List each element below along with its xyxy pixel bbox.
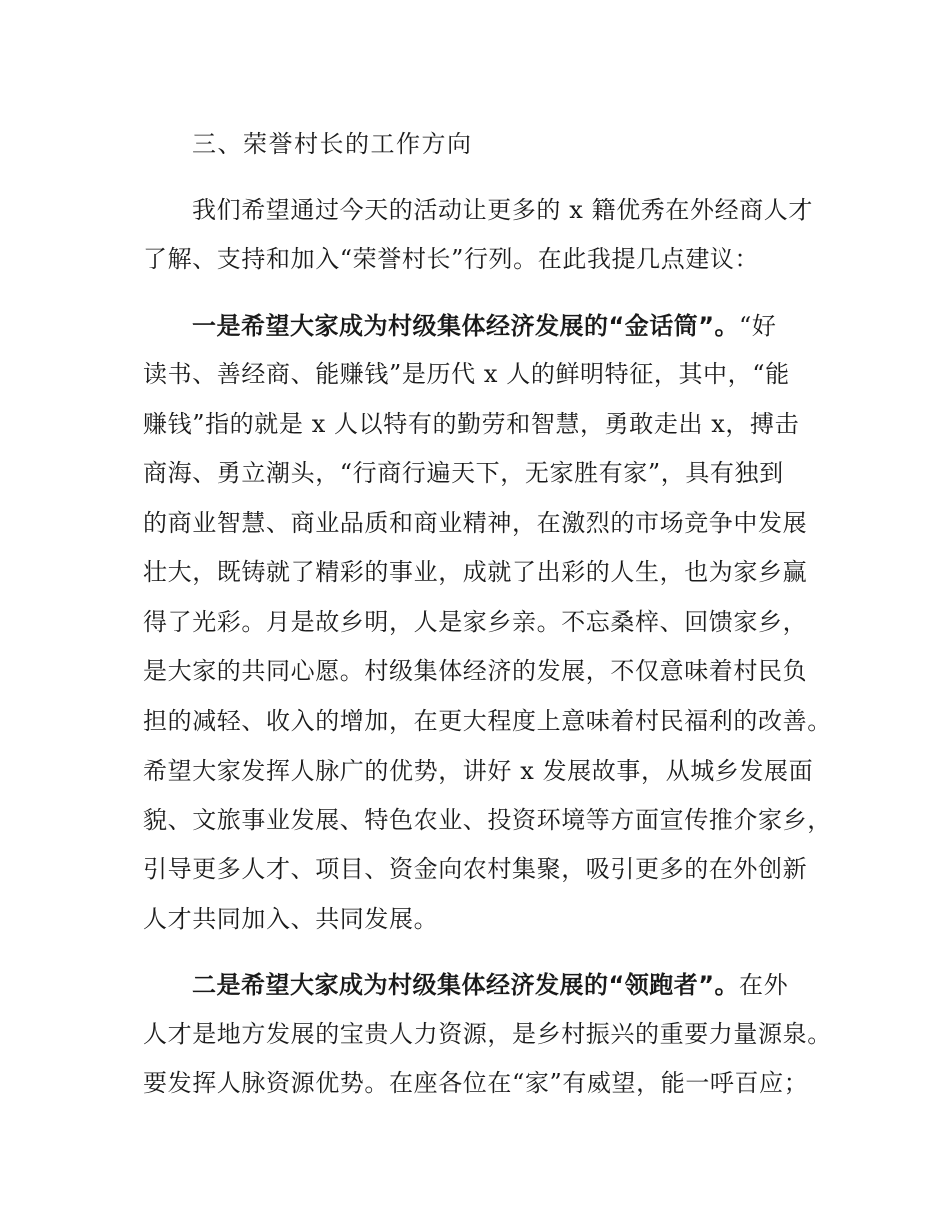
intro-line-2: 了解、支持和加入“荣誉村长”行列。在此我提几点建议：: [143, 245, 760, 273]
point1-line: 担的减轻、收入的增加，在更大程度上意味着村民福利的改善。: [143, 707, 832, 735]
point1-first-line: [192, 310, 777, 342]
point2-line: 人才是地方发展的宝贵人力资源，是乡村振兴的重要力量源泉。: [143, 1020, 832, 1048]
point1-line: 商海、勇立潮头，“行商行遍天下，无家胜有家”，具有独到: [143, 459, 784, 487]
point2-lead-rest: 在外: [739, 971, 789, 999]
point1-line: 人才共同加入、共同发展。: [143, 905, 439, 933]
point2-line: 要发挥人脉资源优势。在座各位在“家”有威望，能一呼百应；: [143, 1069, 809, 1097]
point1-line: 的商业智慧、商业品质和商业精神，在激烈的市场竞争中发展: [143, 509, 808, 537]
section-heading: 三、荣誉村长的工作方向: [192, 130, 473, 158]
point1-line: 引导更多人才、项目、资金向农村集聚，吸引更多的在外创新: [143, 855, 808, 883]
point2-lead: 二是希望大家成为村级集体经济发展的“领跑者”。: [192, 971, 740, 999]
point1-line: 读书、善经商、能赚钱”是历代 x 人的鲜明特征，其中，“能: [143, 360, 790, 388]
point1-line: 希望大家发挥人脉广的优势，讲好 x 发展故事，从城乡发展面: [143, 757, 814, 785]
point1-line: 赚钱”指的就是 x 人以特有的勤劳和智慧，勇敢走出 x，搏击: [143, 410, 800, 438]
point1-line: 得了光彩。月是故乡明，人是家乡亲。不忘桑梓、回馈家乡，: [143, 608, 808, 636]
point2-first-line: [192, 969, 788, 1001]
intro-line-1: 我们希望通过今天的活动让更多的 x 籍优秀在外经商人才: [192, 196, 813, 224]
point1-lead: 一是希望大家成为村级集体经济发展的“金话筒”。: [192, 312, 740, 340]
point1-line: 是大家的共同心愿。村级集体经济的发展，不仅意味着村民负: [143, 657, 808, 685]
point1-line: 貌、文旅事业发展、特色农业、投资环境等方面宣传推介家乡，: [143, 806, 832, 834]
point1-line: 壮大，既铸就了精彩的事业，成就了出彩的人生，也为家乡赢: [143, 558, 808, 586]
point1-lead-rest: “好: [739, 312, 777, 340]
